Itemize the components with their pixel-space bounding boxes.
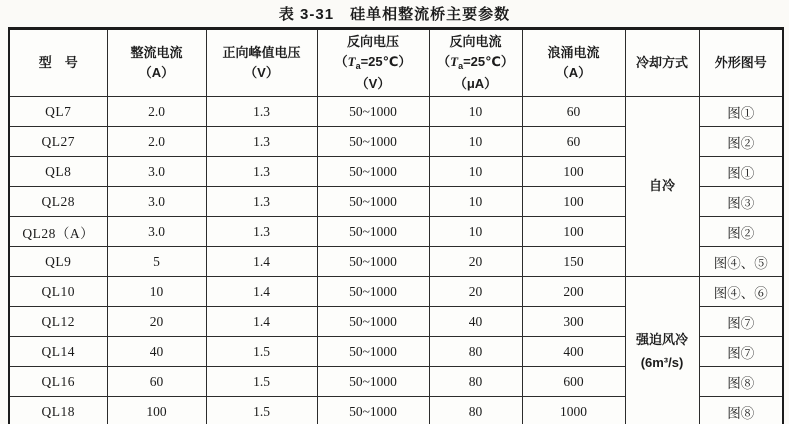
table-row [9, 277, 783, 307]
cell-forward-peak-voltage: 1.5 [206, 337, 317, 367]
cell-reverse-current: 10 [429, 157, 522, 187]
cell-model: QL16 [9, 367, 107, 397]
header-cooling-method [625, 29, 699, 97]
cell-reverse-current: 10 [429, 127, 522, 157]
cell-outline-figure: 图⑦ [699, 337, 783, 367]
cell-reverse-voltage: 50~1000 [317, 97, 429, 127]
cell-surge-current: 100 [522, 157, 625, 187]
cell-outline-figure: 图⑧ [699, 367, 783, 397]
cell-model: QL8 [9, 157, 107, 187]
header-label: 整流电流 [130, 44, 183, 60]
cell-outline-figure: 图⑦ [699, 307, 783, 337]
header-condition: $(T_a=25℃)$ [437, 54, 514, 72]
cell-rectified-current: 60 [107, 367, 206, 397]
header-unit: （V） [355, 75, 391, 91]
cell-rectified-current: 3.0 [107, 187, 206, 217]
rectifier-bridge-parameters-table [8, 27, 784, 424]
cell-surge-current: 200 [522, 277, 625, 307]
cell-rectified-current: 100 [107, 397, 206, 424]
cell-rectified-current: 3.0 [107, 157, 206, 187]
cell-reverse-current: 20 [429, 277, 522, 307]
cell-outline-figure: 图② [699, 217, 783, 247]
header-unit: （A） [138, 65, 175, 80]
cell-rectified-current: 2.0 [107, 97, 206, 127]
cell-reverse-current: 10 [429, 217, 522, 247]
cell-surge-current: 300 [522, 307, 625, 337]
cell-forward-peak-voltage: 1.3 [206, 157, 317, 187]
header-surge-current [522, 29, 625, 97]
cell-reverse-voltage: 50~1000 [317, 307, 429, 337]
cell-model: QL18 [9, 397, 107, 424]
cell-outline-figure: 图① [699, 97, 783, 127]
header-unit: （V） [244, 65, 279, 80]
cell-reverse-current: 10 [429, 97, 522, 127]
cell-reverse-voltage: 50~1000 [317, 187, 429, 217]
header-outline-figure [699, 29, 783, 97]
cell-forward-peak-voltage: 1.3 [206, 217, 317, 247]
header-condition: $(T_a=25℃)$ [334, 54, 412, 72]
cell-outline-figure: 图② [699, 127, 783, 157]
cell-reverse-current: 20 [429, 247, 522, 277]
header-rectified-current [107, 29, 206, 97]
cell-surge-current: 60 [522, 97, 625, 127]
header-forward-peak-voltage [206, 29, 317, 97]
cooling-cell-natural: 自冷 [625, 97, 699, 277]
cooling-forced-rate: (6m³/s) [640, 354, 684, 370]
cell-forward-peak-voltage: 1.4 [206, 277, 317, 307]
cell-surge-current: 150 [522, 247, 625, 277]
cell-forward-peak-voltage: 1.4 [206, 307, 317, 337]
cell-rectified-current: 10 [107, 277, 206, 307]
header-label: 冷却方式 [635, 54, 688, 70]
cell-reverse-current: 10 [429, 187, 522, 217]
cell-reverse-voltage: 50~1000 [317, 397, 429, 424]
header-label: 型 号 [38, 54, 78, 70]
subscript: a [458, 61, 464, 72]
cell-reverse-voltage: 50~1000 [317, 367, 429, 397]
cell-forward-peak-voltage: 1.4 [206, 247, 317, 277]
header-unit: （A） [555, 65, 592, 80]
cell-forward-peak-voltage: 1.5 [206, 367, 317, 397]
header-label: 反向电流 [449, 33, 502, 49]
cell-model: QL9 [9, 247, 107, 277]
cell-rectified-current: 2.0 [107, 127, 206, 157]
cell-model: QL7 [9, 97, 107, 127]
cell-forward-peak-voltage: 1.3 [206, 127, 317, 157]
cell-model: QL14 [9, 337, 107, 367]
table-title: 表 3-31 硅单相整流桥主要参数 [278, 6, 511, 23]
cell-surge-current: 100 [522, 217, 625, 247]
cell-model: QL27 [9, 127, 107, 157]
header-label: 反向电压 [346, 33, 399, 49]
cell-model: QL28（A） [9, 217, 107, 247]
header-label: 正向峰值电压 [222, 44, 301, 60]
cell-rectified-current: 5 [107, 247, 206, 277]
cell-reverse-current: 40 [429, 307, 522, 337]
cell-outline-figure: 图① [699, 157, 783, 187]
cell-model: QL10 [9, 277, 107, 307]
cell-surge-current: 400 [522, 337, 625, 367]
cell-surge-current: 100 [522, 187, 625, 217]
cell-outline-figure: 图④、⑤ [699, 247, 783, 277]
cell-forward-peak-voltage: 1.3 [206, 187, 317, 217]
cell-rectified-current: 3.0 [107, 217, 206, 247]
cell-rectified-current: 40 [107, 337, 206, 367]
cell-reverse-voltage: 50~1000 [317, 337, 429, 367]
cell-reverse-voltage: 50~1000 [317, 157, 429, 187]
cell-outline-figure: 图⑧ [699, 397, 783, 424]
cell-model: QL12 [9, 307, 107, 337]
subscript: a [355, 61, 361, 72]
cell-outline-figure: 图④、⑥ [699, 277, 783, 307]
cell-rectified-current: 20 [107, 307, 206, 337]
header-reverse-voltage [317, 29, 429, 97]
cell-forward-peak-voltage: 1.5 [206, 397, 317, 424]
header-label: 浪涌电流 [547, 44, 600, 60]
table-header-row [9, 29, 783, 97]
cell-surge-current: 600 [522, 367, 625, 397]
cell-model: QL28 [9, 187, 107, 217]
cell-reverse-current: 80 [429, 367, 522, 397]
cell-reverse-voltage: 50~1000 [317, 127, 429, 157]
header-label: 外形图号 [714, 54, 767, 70]
cell-outline-figure: 图③ [699, 187, 783, 217]
header-reverse-current [429, 29, 522, 97]
header-unit: （μA） [453, 75, 498, 91]
cell-reverse-voltage: 50~1000 [317, 247, 429, 277]
cell-reverse-current: 80 [429, 397, 522, 424]
cell-reverse-voltage: 50~1000 [317, 277, 429, 307]
cell-surge-current: 1000 [522, 397, 625, 424]
cooling-forced-label: 强迫风冷 [635, 332, 688, 348]
cooling-cell-forced [625, 277, 699, 424]
cell-forward-peak-voltage: 1.3 [206, 97, 317, 127]
cell-surge-current: 60 [522, 127, 625, 157]
cell-reverse-voltage: 50~1000 [317, 217, 429, 247]
table-row [9, 97, 783, 127]
cell-reverse-current: 80 [429, 337, 522, 367]
header-model [9, 29, 107, 97]
